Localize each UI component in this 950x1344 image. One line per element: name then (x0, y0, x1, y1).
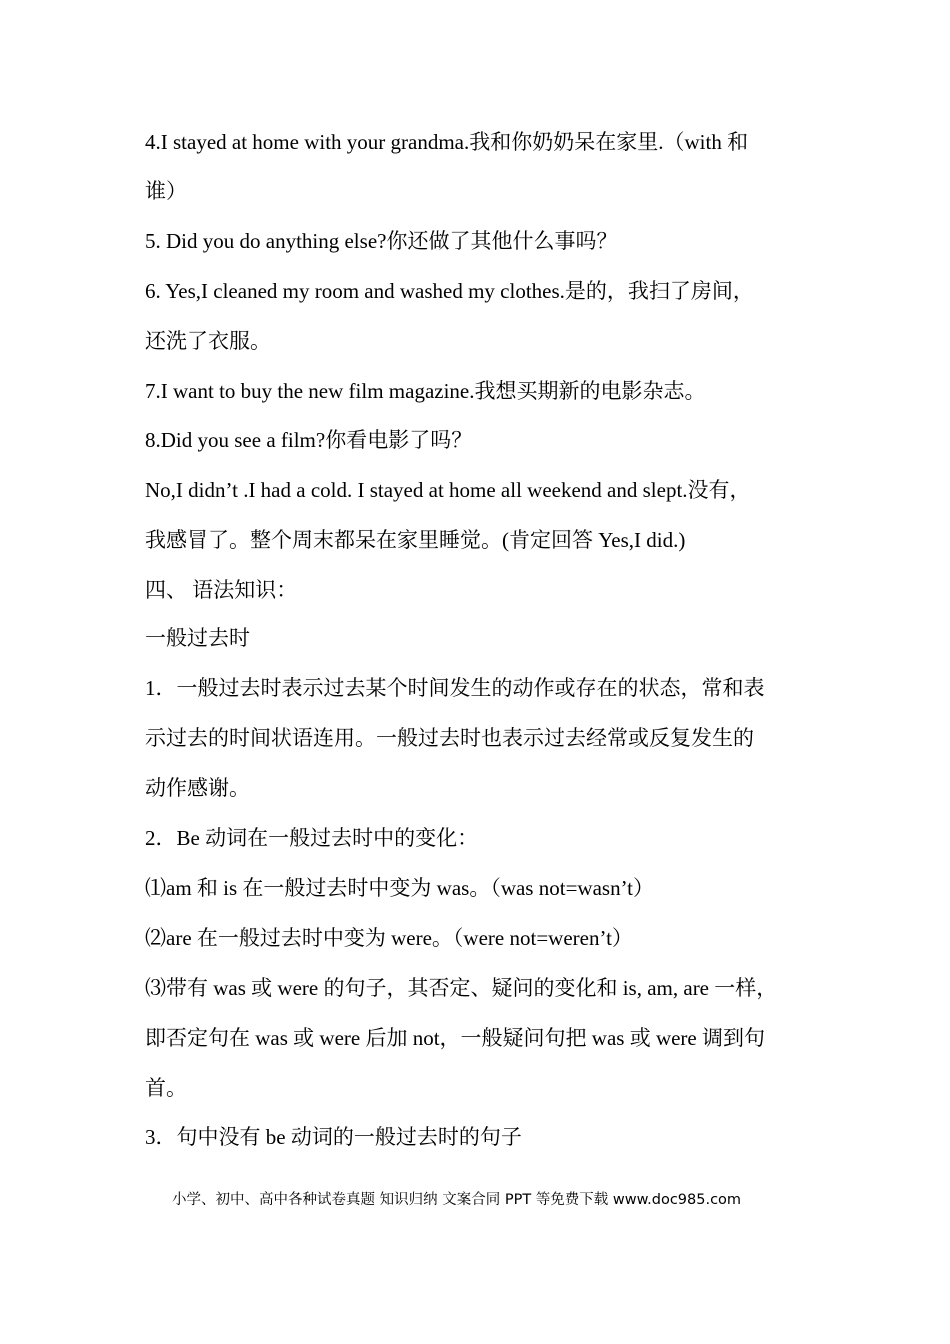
text-line: 示过去的时间状语连用。一般过去时也表示过去经常或反复发生的 (145, 726, 754, 750)
text-line: 我感冒了。整个周末都呆在家里睡觉。(肯定回答 Yes,I did.) (145, 528, 686, 552)
text-line: 8.Did you see a film?你看电影了吗？ (145, 428, 473, 452)
text-line: 7.I want to buy the new film magazine.我想买期新的电影杂志。 (145, 379, 706, 403)
text-line: 即否定句在 was 或 were 后加 not，一般疑问句把 was 或 were 调到句 (145, 1026, 766, 1050)
page-footer: 小学、初中、高中各种试卷真题 知识归纳 文案合同 PPT 等免费下载 www.doc985.com (172, 1192, 742, 1208)
text-line: 1．一般过去时表示过去某个时间发生的动作或存在的状态，常和表 (145, 676, 765, 700)
text-line: 一般过去时 (145, 626, 250, 650)
text-line: 四、 语法知识： (145, 578, 298, 602)
text-line: 6. Yes,I cleaned my room and washed my clothes.是的，我扫了房间， (145, 279, 754, 303)
text-line: 4.I stayed at home with your grandma.我和你奶奶呆在家里.（with 和 (145, 130, 749, 154)
text-line: 2．Be 动词在一般过去时中的变化： (145, 826, 479, 850)
text-line: ⑶带有 was 或 were 的句子，其否定、疑问的变化和 is, am, are 一样， (145, 976, 778, 1000)
text-line: 动作感谢。 (145, 776, 250, 800)
text-line: 3．句中没有 be 动词的一般过去时的句子 (145, 1125, 522, 1149)
text-line: 首。 (145, 1076, 187, 1100)
text-line: 谁） (145, 179, 187, 203)
text-line: 5. Did you do anything else?你还做了其他什么事吗？ (145, 229, 618, 253)
text-line: ⑵are 在一般过去时中变为 were。（were not=weren’t） (145, 926, 633, 950)
text-line: No,I didn’t .I had a cold. I stayed at home all weekend and slept.没有， (145, 478, 751, 502)
text-line: 还洗了衣服。 (145, 329, 271, 353)
text-line: ⑴am 和 is 在一般过去时中变为 was。（was not=wasn’t） (145, 876, 655, 900)
